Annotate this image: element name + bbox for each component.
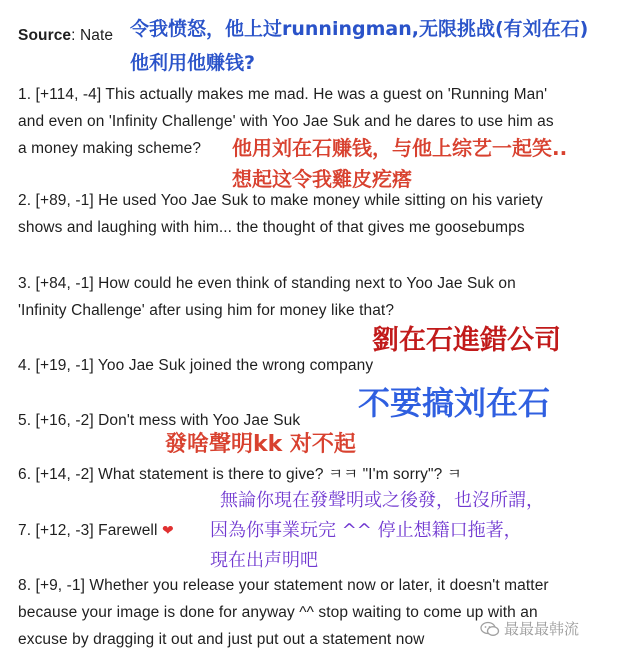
comment-6-line-1: 6. [+14, -2] What statement is there to give? ㅋㅋ "I'm sorry"? ㅋ [18, 466, 462, 483]
comment-8-line-2: because your image is done for anyway ^^ stop waiting to come up with an [18, 604, 538, 621]
annotation-1-line-1: 令我愤怒，他上过runningman,无限挑战(有刘在石) [130, 18, 589, 40]
comment-3-line-1: 3. [+84, -1] How could he even think of standing next to Yoo Jae Suk on [18, 275, 516, 292]
comment-2-line-2: shows and laughing with him... the thought of that gives me goosebumps [18, 219, 525, 236]
comment-1-line-2: and even on 'Infinity Challenge' with Yoo Jae Suk and he dares to use him as [18, 113, 554, 130]
comment-1-line-3: a money making scheme? [18, 140, 202, 157]
annotation-2-line-1: 他用刘在石赚钱，与他上综艺一起笑.. [232, 136, 568, 160]
annotation-8-line-1: 無論你現在發聲明或之後發，也沒所謂， [220, 490, 544, 511]
source-line [18, 24, 113, 48]
comment-5-line-1: 5. [+16, -2] Don't mess with Yoo Jae Suk [18, 412, 301, 429]
source-name: : Nate [71, 27, 114, 44]
annotation-6: 發啥聲明kk 对不起 [165, 432, 356, 457]
annotation-4: 劉在石進錯公司 [372, 325, 561, 356]
comment-8-line-3: excuse by dragging it out and just put out a statement now [18, 631, 425, 648]
annotation-1-line-2: 他利用他赚钱? [130, 52, 256, 74]
comment-4-line-1: 4. [+19, -1] Yoo Jae Suk joined the wrong company [18, 357, 374, 374]
comment-1-line-1: 1. [+114, -4] This actually makes me mad. He was a guest on 'Running Man' [18, 86, 548, 103]
comment-3-line-2: 'Infinity Challenge' after using him for money like that? [18, 302, 395, 319]
watermark [480, 618, 579, 639]
annotation-5: 不要搞刘在石 [358, 384, 551, 422]
heart-emoji-icon: ❤ [161, 522, 174, 538]
annotation-8-line-3: 現在出声明吧 [210, 550, 318, 571]
wechat-icon [480, 621, 500, 637]
comment-7-text: 7. [+12, -3] Farewell [18, 522, 158, 539]
comment-2-line-1: 2. [+89, -1] He used Yoo Jae Suk to make money while sitting on his variety [18, 192, 543, 209]
source-label: Source [18, 27, 72, 44]
watermark-text: 最最最韩流 [504, 620, 580, 638]
comment-7-line-1 [18, 518, 174, 543]
comment-8-line-1: 8. [+9, -1] Whether you release your statement now or later, it doesn't matter [18, 577, 549, 594]
annotation-2-line-2: 想起这令我雞皮疙瘩 [232, 167, 412, 191]
annotation-8-line-2: 因為你事業玩完 ^^ 停止想籍口拖著， [210, 520, 522, 541]
